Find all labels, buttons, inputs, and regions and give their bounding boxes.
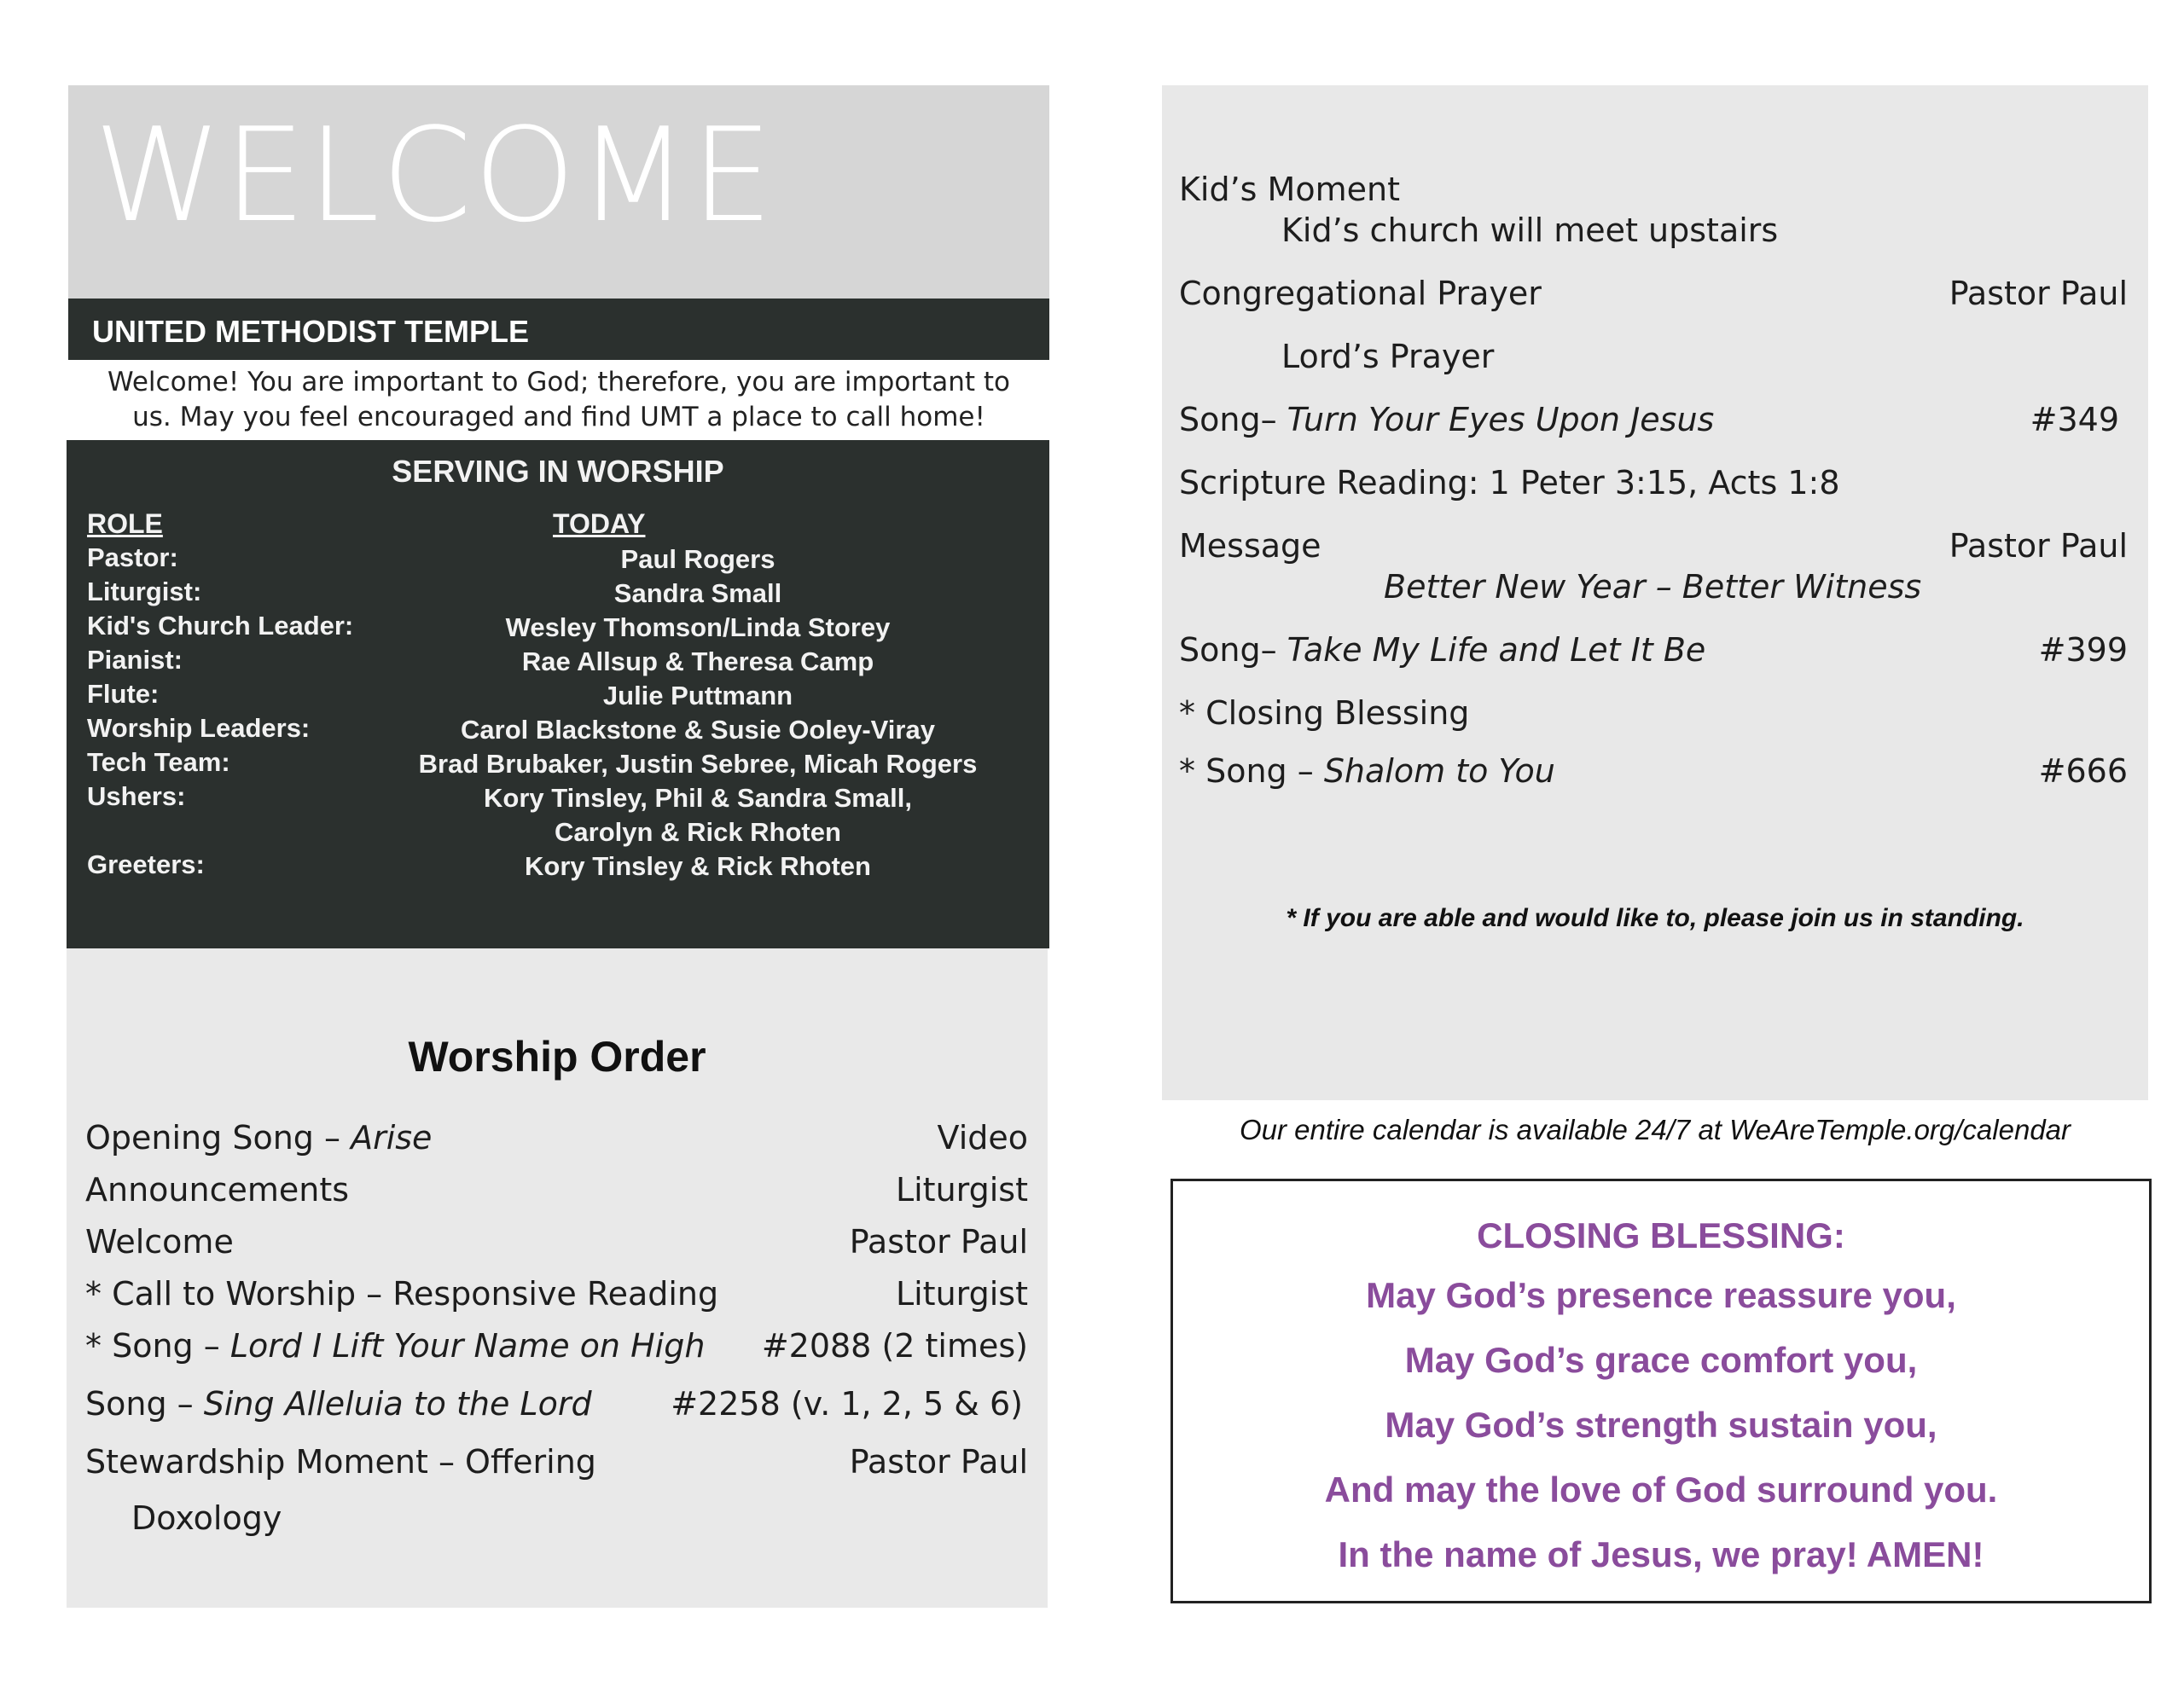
- item-leader: #2088 (2 times): [761, 1327, 1028, 1365]
- blessing-line: May God’s grace comfort you,: [1404, 1340, 1918, 1380]
- song-title: Turn Your Eyes Upon Jesus: [1287, 401, 1715, 438]
- serving-person: Kory Tinsley, Phil & Sandra Small,: [484, 783, 912, 813]
- serving-role: Tech Team:: [87, 747, 230, 777]
- song-title: Take My Life and Let It Be: [1287, 631, 1706, 669]
- item-leader: Pastor Paul: [849, 1443, 1028, 1481]
- blessing-line: In the name of Jesus, we pray! AMEN!: [1338, 1534, 1984, 1574]
- church-name: UNITED METHODIST TEMPLE: [92, 314, 529, 349]
- item-leader: Liturgist: [895, 1171, 1028, 1209]
- item-leader: #2258 (v. 1, 2, 5 & 6): [671, 1385, 1023, 1423]
- serving-title: SERVING IN WORSHIP: [392, 454, 724, 489]
- role-column-header: ROLE: [87, 508, 163, 539]
- message-title: Better New Year – Better Witness: [1384, 568, 1922, 606]
- item-leader: Pastor Paul: [1949, 275, 2128, 312]
- item-text: Song –: [85, 1385, 204, 1423]
- serving-person: Kory Tinsley & Rick Rhoten: [525, 851, 871, 881]
- serving-person: Brad Brubaker, Justin Sebree, Micah Rogers: [418, 749, 978, 779]
- welcome-message: [68, 365, 1049, 435]
- hymn-number: #666: [2038, 752, 2128, 790]
- church-name-bar: [68, 299, 1049, 360]
- serving-role: Kid's Church Leader:: [87, 611, 354, 641]
- today-column-header: TODAY: [553, 508, 646, 539]
- worship-order-section: [67, 948, 1048, 1608]
- blessing-line: And may the love of God surround you.: [1324, 1470, 1998, 1510]
- blessing-line: May God’s presence reassure you,: [1366, 1275, 1956, 1315]
- standing-note: * If you are able and would like to, please join us in standing.: [1286, 904, 2024, 932]
- hymn-number: #399: [2038, 631, 2128, 669]
- item-text: Song–: [1179, 401, 1287, 438]
- serving-role: Liturgist:: [87, 577, 202, 606]
- serving-person: Paul Rogers: [620, 544, 775, 574]
- serving-role: Ushers:: [87, 781, 186, 811]
- hero-title: WELCOME: [94, 100, 775, 251]
- serving-role: Pastor:: [87, 542, 178, 572]
- serving-person: Sandra Small: [613, 578, 782, 608]
- item-leader: Liturgist: [895, 1275, 1028, 1313]
- item-text: * Song –: [1179, 752, 1324, 790]
- serving-role: Greeters:: [87, 849, 205, 879]
- congregational-prayer: Congregational Prayer: [1179, 275, 1542, 312]
- item-leader: Video: [937, 1119, 1028, 1157]
- kids-church-note: Kid’s church will meet upstairs: [1281, 212, 1779, 249]
- item-leader: Pastor Paul: [849, 1223, 1028, 1261]
- item-text: Song–: [1179, 631, 1287, 669]
- item-text: * Call to Worship – Responsive Reading: [85, 1275, 719, 1313]
- serving-role: Worship Leaders:: [87, 713, 311, 743]
- item-text: Opening Song –: [85, 1119, 351, 1157]
- lords-prayer: Lord’s Prayer: [1281, 338, 1495, 375]
- welcome-line: us. May you feel encouraged and find UMT a place to call home!: [132, 402, 985, 432]
- closing-blessing-item: * Closing Blessing: [1179, 694, 1470, 732]
- song-title: Lord I Lift Your Name on High: [229, 1327, 706, 1365]
- hymn-number: #349: [2030, 401, 2119, 438]
- blessing-line: May God’s strength sustain you,: [1385, 1405, 1937, 1445]
- item-text: Doxology: [131, 1499, 282, 1537]
- item-text: Stewardship Moment – Offering: [85, 1443, 596, 1481]
- closing-blessing-box: [1170, 1179, 2152, 1603]
- song-title: Sing Alleluia to the Lord: [203, 1385, 592, 1423]
- left-panel: [68, 85, 1049, 1608]
- item-text: * Song –: [85, 1327, 230, 1365]
- kids-moment: Kid’s Moment: [1179, 171, 1400, 208]
- calendar-note: Our entire calendar is available 24/7 at WeAreTemple.org/calendar: [1239, 1114, 2071, 1145]
- serving-person: Carol Blackstone & Susie Ooley-Viray: [461, 715, 935, 745]
- item-text: Announcements: [85, 1171, 350, 1209]
- song-title: Arise: [351, 1119, 433, 1157]
- worship-order-title: Worship Order: [408, 1033, 706, 1081]
- item-text: Welcome: [85, 1223, 234, 1261]
- serving-role: Pianist:: [87, 645, 183, 675]
- serving-in-worship: [67, 440, 1049, 948]
- blessing-title: CLOSING BLESSING:: [1477, 1215, 1845, 1255]
- welcome-line: Welcome! You are important to God; therefore, you are important to: [107, 367, 1010, 397]
- right-panel: [1162, 85, 2148, 1100]
- serving-person: Wesley Thomson/Linda Storey: [505, 612, 891, 642]
- welcome-hero: [68, 85, 1049, 299]
- serving-role: Flute:: [87, 679, 160, 709]
- serving-person: Julie Puttmann: [602, 681, 793, 710]
- serving-person: Rae Allsup & Theresa Camp: [521, 646, 874, 676]
- serving-person: Carolyn & Rick Rhoten: [555, 817, 841, 847]
- song-title: Shalom to You: [1323, 752, 1555, 790]
- scripture-reading: Scripture Reading: 1 Peter 3:15, Acts 1:8: [1179, 464, 1840, 501]
- item-leader: Pastor Paul: [1949, 527, 2128, 565]
- message: Message: [1179, 527, 1321, 565]
